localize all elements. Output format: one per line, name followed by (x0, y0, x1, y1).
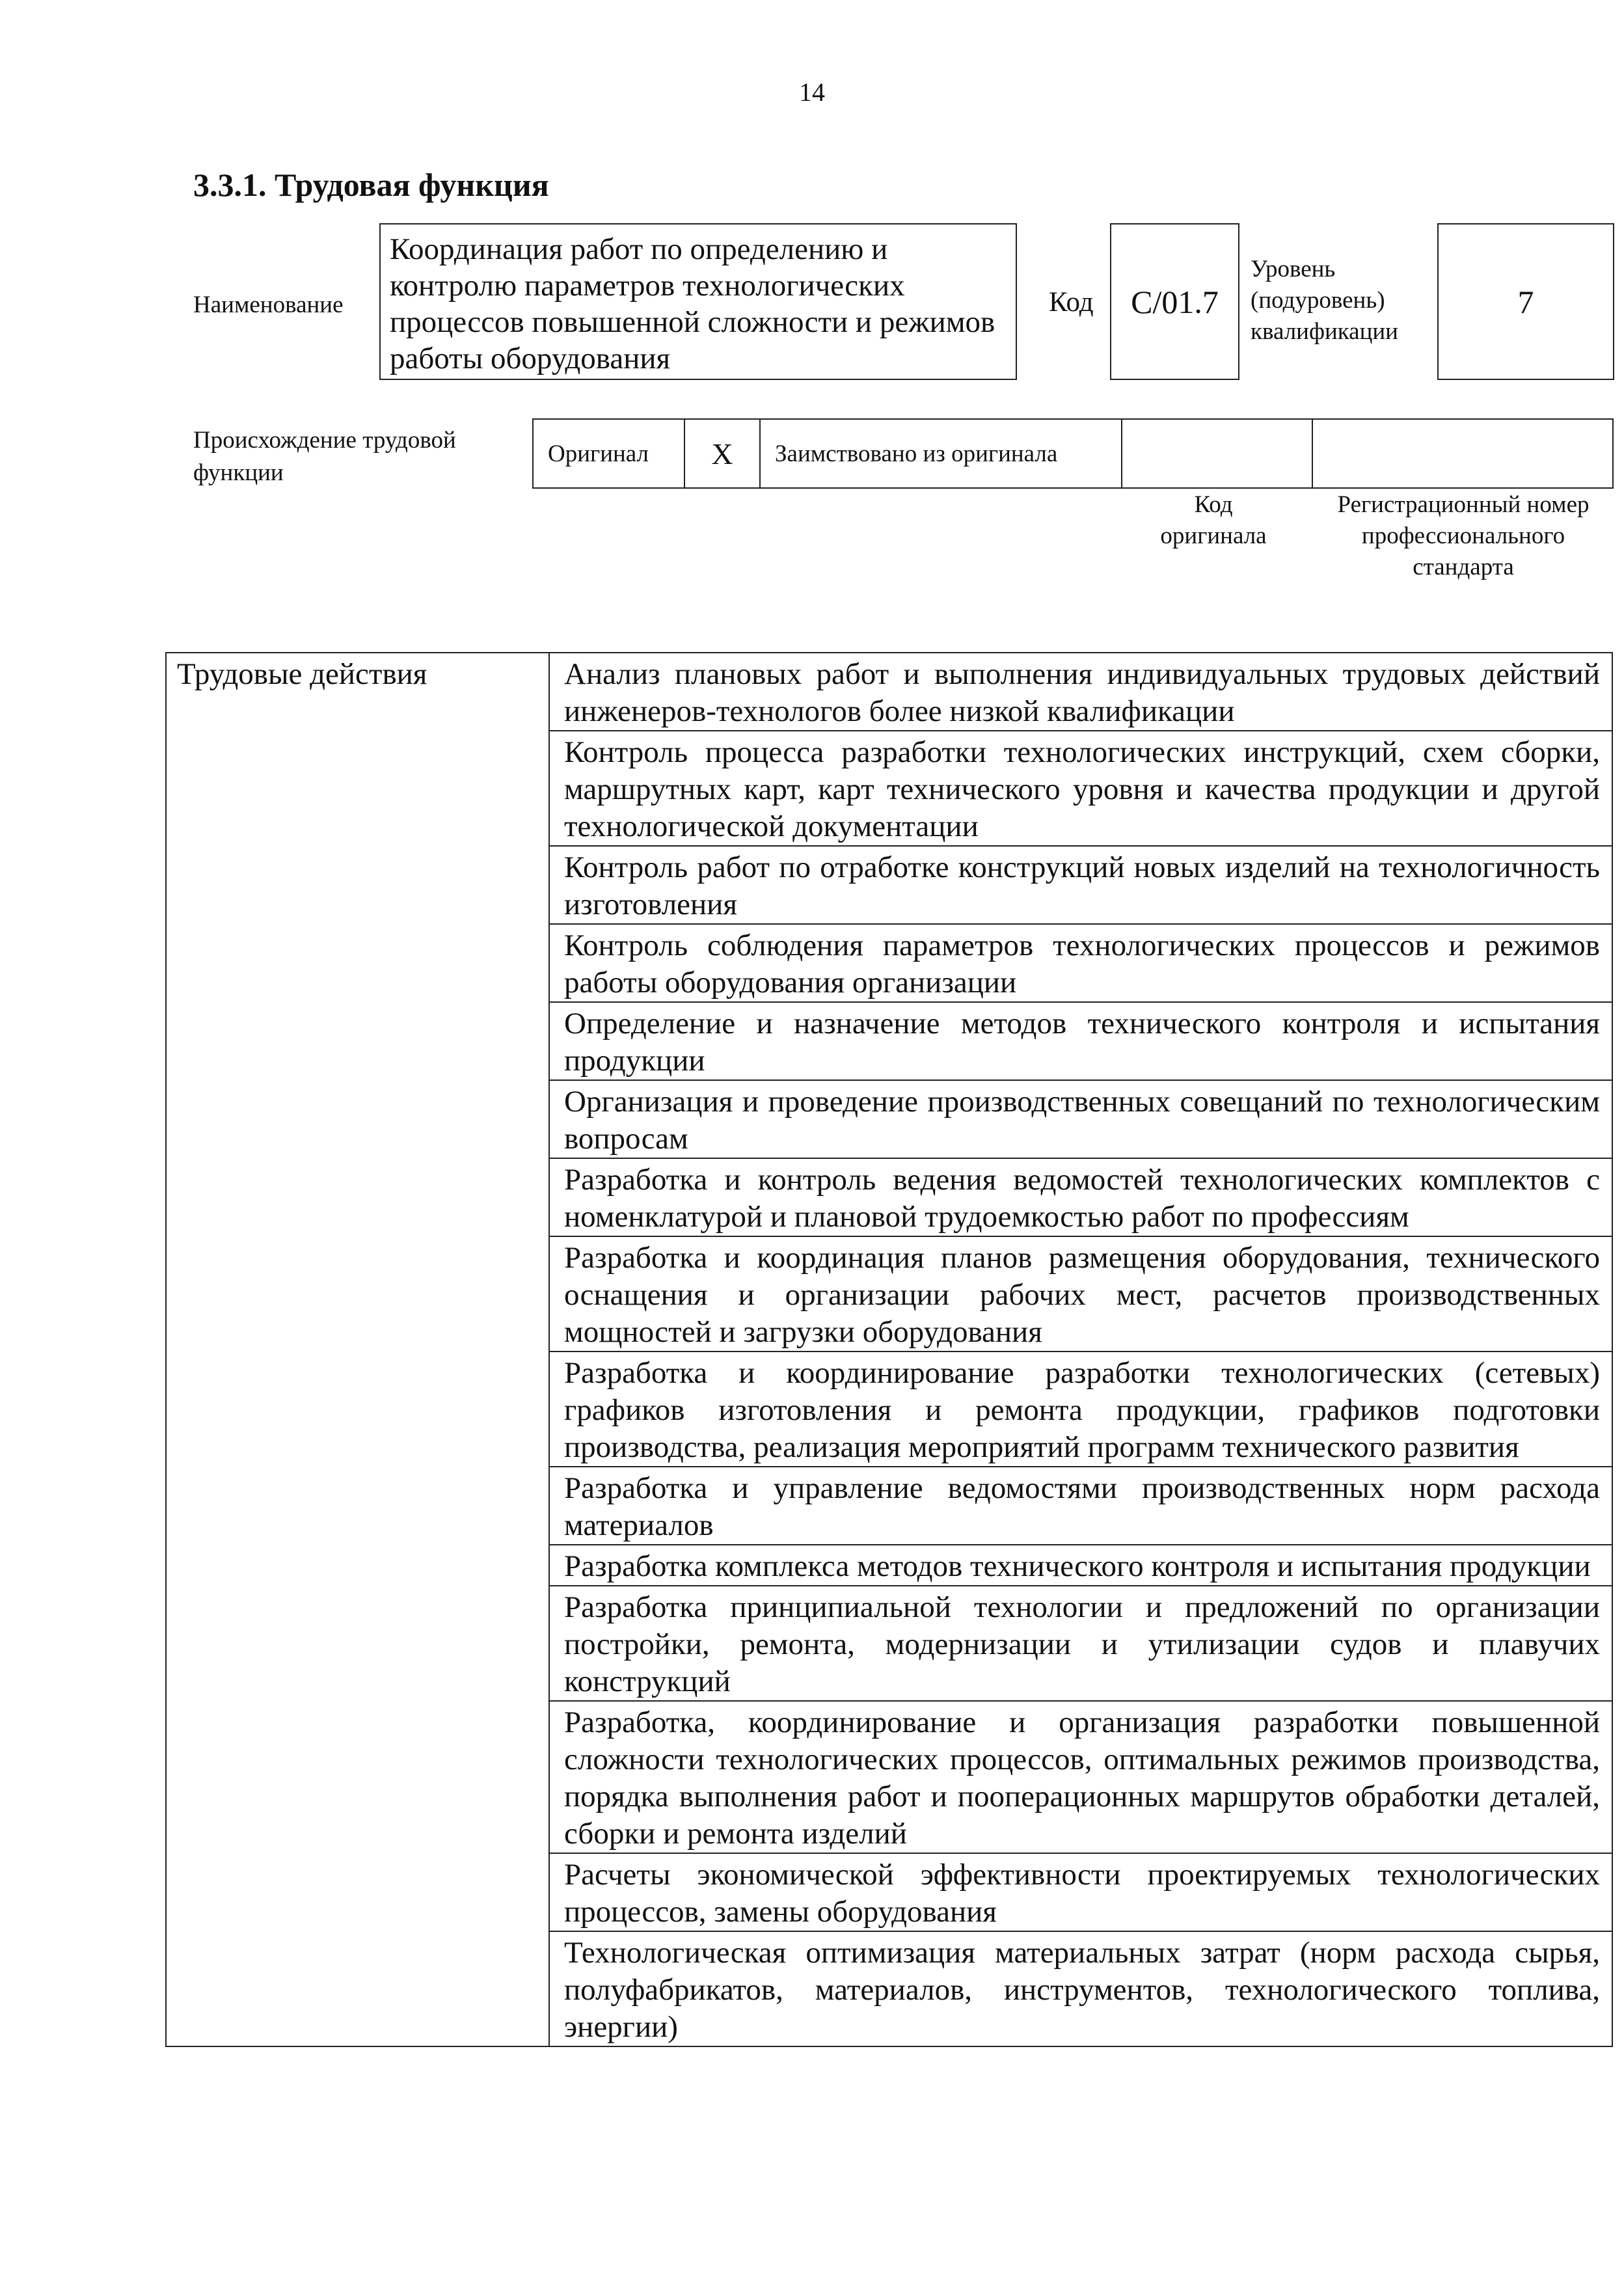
name-label: Наименование (193, 292, 344, 318)
labor-action-item: Разработка и контроль ведения ведомостей технологических комплектов с номенклатурой и плановой трудоемкостью работ по профессиям (549, 1158, 1612, 1236)
labor-action-item: Разработка и координирование разработки технологических (сетевых) графиков изготовления и ремонта продукции, графиков подготовки производства, реализация мероприятий программ технического развития (549, 1352, 1612, 1467)
labor-action-item: Анализ плановых работ и выполнения индивидуальных трудовых действий инженеров-технологов более низкой квалификации (549, 653, 1612, 731)
registration-number-cell (1313, 420, 1612, 487)
section-title: 3.3.1. Трудовая функция (193, 167, 549, 203)
original-code-cell (1122, 420, 1313, 487)
original-label: Оригинал (534, 420, 685, 487)
labor-action-item: Контроль процесса разработки технологических инструкций, схем сборки, маршрутных карт, карт технического уровня и качества продукции и другой технологической документации (549, 731, 1612, 846)
labor-action-row (166, 653, 1612, 731)
labor-action-item: Разработка принципиальной технологии и предложений по организации постройки, ремонта, модернизации и утилизации судов и плавучих конструкций (549, 1586, 1612, 1701)
qualification-level-value: 7 (1437, 223, 1614, 380)
labor-action-item: Определение и назначение методов технического контроля и испытания продукции (549, 1002, 1612, 1080)
registration-number-caption: Регистрационный номер профессионального стандарта (1337, 491, 1590, 580)
original-mark: X (685, 420, 761, 487)
original-code-caption (1122, 489, 1305, 552)
labor-action-item: Разработка, координирование и организация разработки повышенной сложности технологических процессов, оптимальных режимов производства, порядка выполнения работ и пооперационных маршрутов обработки деталей, сборки и ремонта изделий (549, 1701, 1612, 1853)
labor-action-item: Контроль соблюдения параметров технологических процессов и режимов работы оборудования организации (549, 924, 1612, 1002)
labor-actions-table (165, 652, 1613, 2047)
labor-action-item: Организация и проведение производственных совещаний по технологическим вопросам (549, 1080, 1612, 1158)
page-number: 14 (799, 77, 825, 107)
code-label: Код (1049, 287, 1094, 318)
labor-action-item: Разработка комплекса методов технического контроля и испытания продукции (549, 1545, 1612, 1586)
labor-actions-header: Трудовые действия (166, 653, 549, 2046)
labor-action-item: Контроль работ по отработке конструкций новых изделий на технологичность изготовления (549, 846, 1612, 924)
borrowed-label: Заимствовано из оригинала (761, 420, 1122, 487)
qualification-level-label (1251, 254, 1420, 347)
origin-label-text: Происхождение трудовой функции (193, 427, 456, 486)
labor-action-item: Разработка и управление ведомостями производственных норм расхода материалов (549, 1467, 1612, 1545)
origin-row (532, 418, 1614, 489)
labor-action-item: Расчеты экономической эффективности проектируемых технологических процессов, замены оборудования (549, 1853, 1612, 1931)
labor-action-item: Технологическая оптимизация материальных затрат (норм расхода сырья, полуфабрикатов, материалов, инструментов, технологического топлива, энергии) (549, 1931, 1612, 2046)
original-code-caption-text: Код оригинала (1160, 491, 1267, 549)
function-code-value: C/01.7 (1110, 223, 1239, 380)
origin-label (193, 424, 532, 489)
function-name-value: Координация работ по определению и контролю параметров технологических процессов повышенной сложности и режимов работы оборудования (379, 223, 1017, 380)
labor-action-item: Разработка и координация планов размещения оборудования, технического оснащения и организации рабочих мест, расчетов производственных мощностей и загрузки оборудования (549, 1236, 1612, 1352)
qualification-level-label-text: Уровень (подуровень) квалификации (1251, 256, 1398, 345)
